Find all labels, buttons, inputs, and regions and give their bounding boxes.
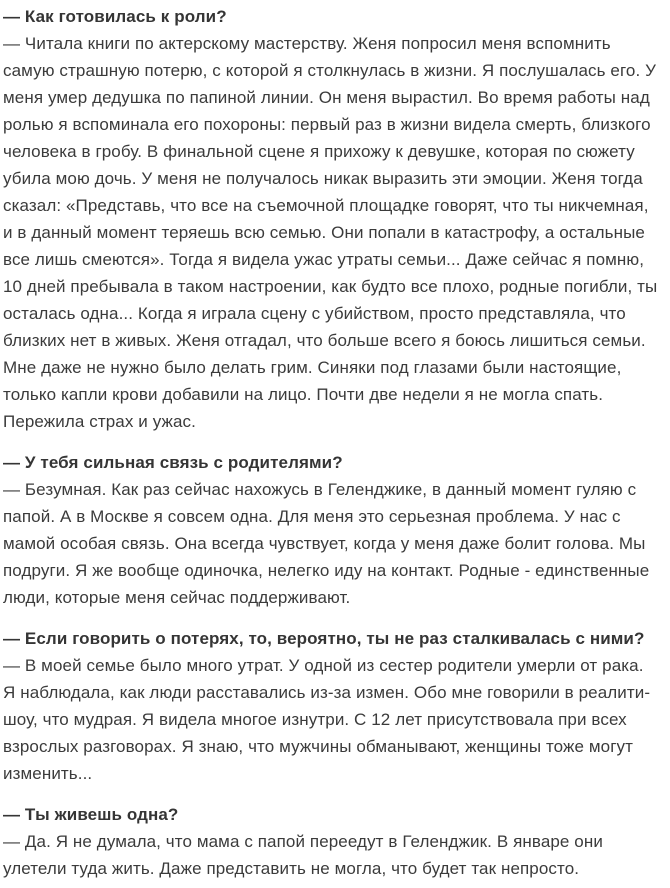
qa-block xyxy=(3,3,660,435)
interview-answer: — В моей семье было много утрат. У одной из сестер родители умерли от рака. Я наблюдала, как люди расставались из-за измен. Обо мне говорили в реалити-шоу, что мудрая. Я видела многое изнутри. С 12 лет присутствовала при всех взрослых разговорах. Я знаю, что мужчины обманывают, женщины тоже могут изменить... xyxy=(3,656,651,783)
interview-question: — У тебя сильная связь с родителями? xyxy=(3,453,343,472)
interview-answer: — Безумная. Как раз сейчас нахожусь в Геленджике, в данный момент гуляю с папой. А в Москве я совсем одна. Для меня это серьезная проблема. У нас с мамой особая связь. Она всегда чувствует, когда у меня даже болит голова. Мы подруги. Я же вообще одиночка, нелегко иду на контакт. Родные - единственные люди, которые меня сейчас поддерживают. xyxy=(3,480,650,607)
interview-answer: — Читала книги по актерскому мастерству. Женя попросил меня вспомнить самую страшную потерю, с которой я столкнулась в жизни. Я послушалась его. У меня умер дедушка по папиной линии. Он меня вырастил. Во время работы над ролью я вспоминала его похороны: первый раз в жизни видела смерть, близкого человека в гробу. В финальной сцене я прихожу к девушке, которая по сюжету убила мою дочь. У меня не получалось никак выразить эти эмоции. Женя тогда сказал: «Представь, что все на съемочной площадке говорят, что ты никчемная, и в данный момент теряешь всю семью. Они попали в катастрофу, а остальные все лишь смеются». Тогда я видела ужас утраты семьи... Даже сейчас я помню, 10 дней пребывала в таком настроении, как будто все плохо, родные погибли, ты осталась одна... Когда я играла сцену с убийством, просто представляла, что близких нет в живых. Женя отгадал, что больше всего я боюсь лишиться семьи. Мне даже не нужно было делать грим. Синяки под глазами были настоящие, только капли крови добавили на лицо. Почти две недели я не могла спать. Пережила страх и ужас. xyxy=(3,34,658,431)
interview-question: — Если говорить о потерях, то, вероятно, ты не раз сталкивалась с ними? xyxy=(3,629,645,648)
interview-answer: — Да. Я не думала, что мама с папой переедут в Геленджик. В январе они улетели туда жить. Даже представить не могла, что будет так непросто. xyxy=(3,832,603,878)
qa-block xyxy=(3,625,660,787)
interview-question: — Как готовилась к роли? xyxy=(3,7,227,26)
qa-block xyxy=(3,801,660,882)
qa-block xyxy=(3,449,660,611)
interview-question: — Ты живешь одна? xyxy=(3,805,179,824)
